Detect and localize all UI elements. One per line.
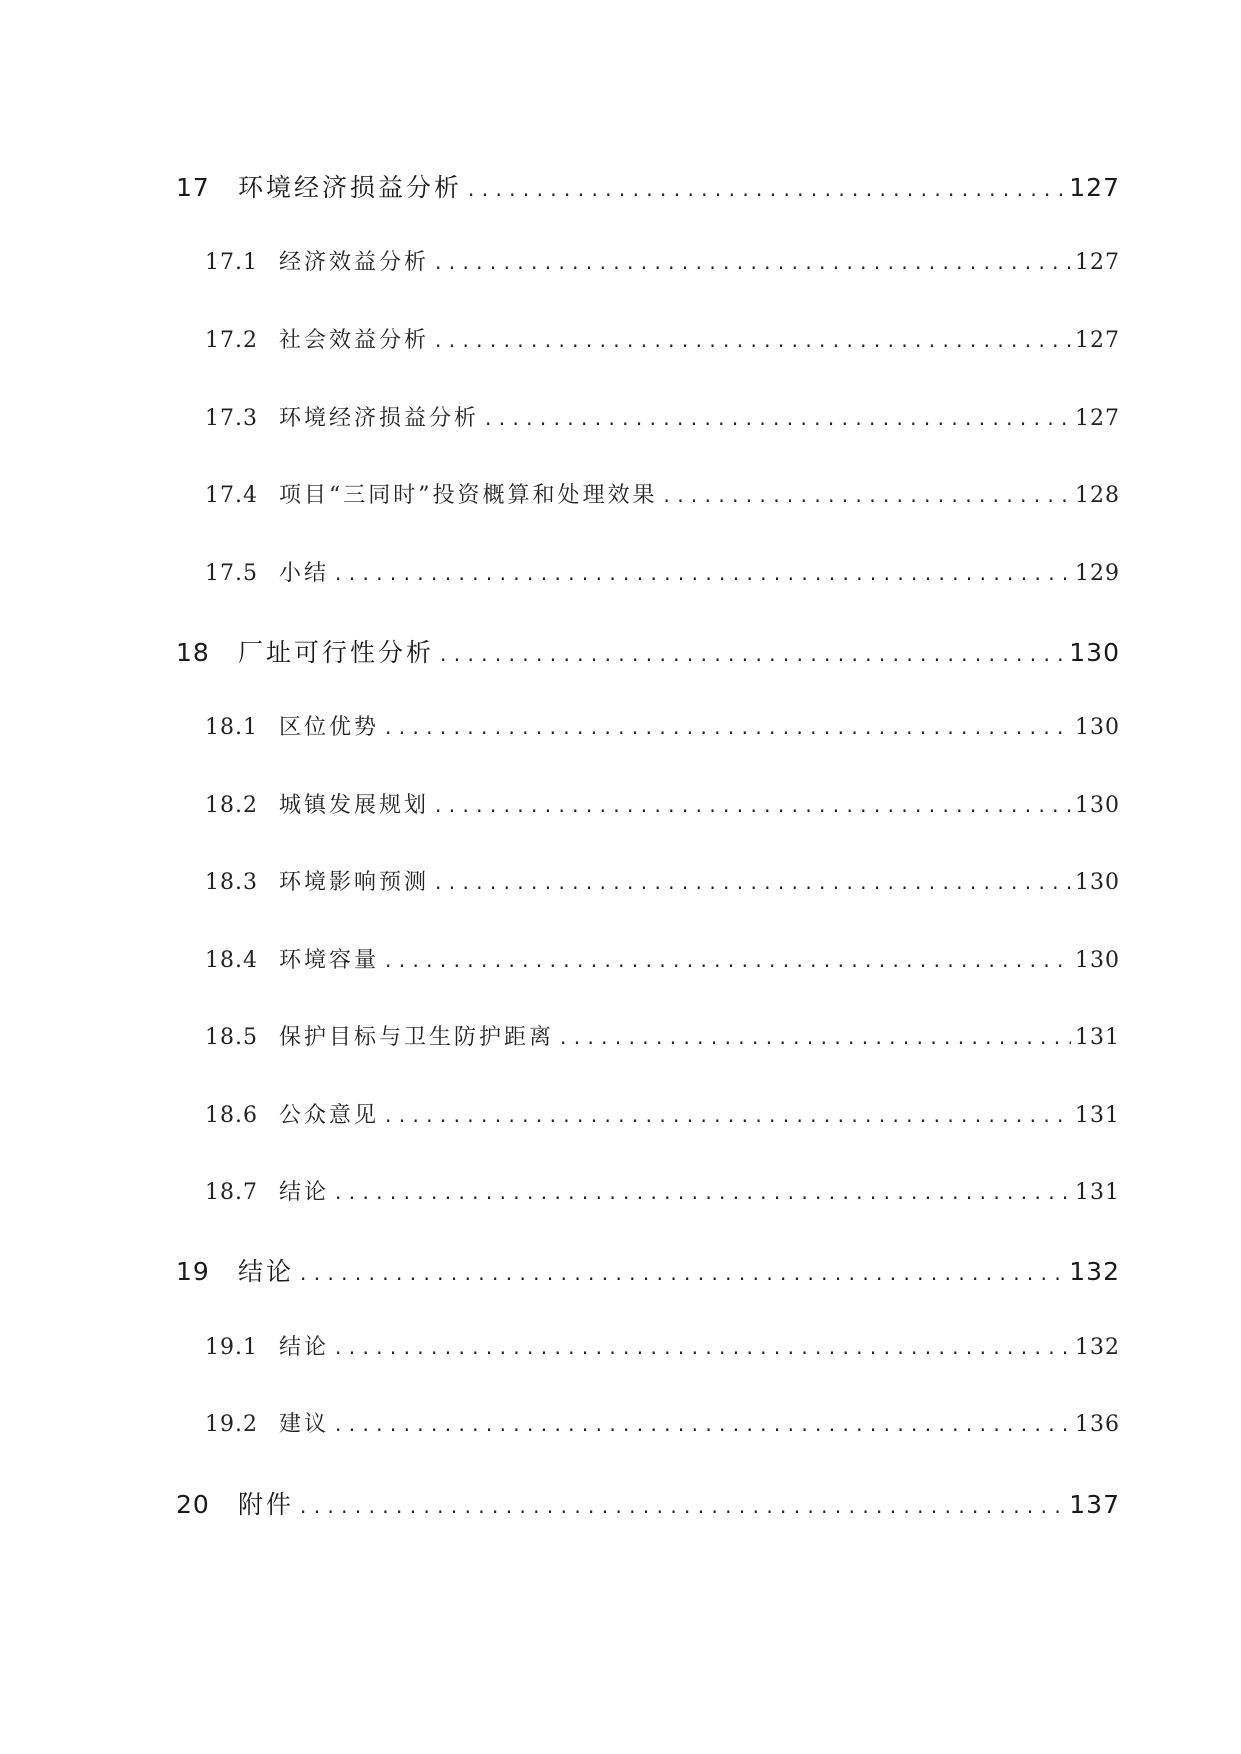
toc-title: 公众意见 <box>279 1103 380 1128</box>
toc-title: 建议 <box>279 1412 330 1437</box>
toc-entry-chapter[interactable] <box>176 1252 1120 1292</box>
toc-page-number: 127 <box>1075 406 1120 431</box>
dot-leader <box>385 715 1071 739</box>
toc-title: 环境经济损益分析 <box>279 406 480 431</box>
toc-page-number: 130 <box>1069 638 1120 667</box>
toc-page-number: 130 <box>1075 793 1120 818</box>
toc-entry-chapter[interactable] <box>176 633 1120 673</box>
toc-title: 小结 <box>279 561 330 586</box>
toc-title: 城镇发展规划 <box>279 793 430 818</box>
toc-page-number: 132 <box>1075 1335 1120 1360</box>
toc-title: 附件 <box>238 1490 295 1519</box>
toc-entry-section[interactable] <box>205 943 1120 983</box>
toc-number: 18.6 <box>205 1103 258 1128</box>
dot-leader <box>385 948 1071 972</box>
toc-page-number: 131 <box>1075 1180 1120 1205</box>
toc-title: 环境影响预测 <box>279 870 430 895</box>
toc-number: 19.1 <box>205 1335 258 1360</box>
toc-entry-section[interactable] <box>205 401 1120 441</box>
dot-leader <box>385 1103 1071 1127</box>
toc-entry-section[interactable] <box>205 788 1120 828</box>
toc-title: 结论 <box>238 1257 295 1286</box>
toc-number: 17.4 <box>205 483 258 508</box>
toc-number: 19.2 <box>205 1412 258 1437</box>
toc-title: 区位优势 <box>279 715 380 740</box>
dot-leader <box>435 793 1071 817</box>
toc-page-number: 130 <box>1075 948 1120 973</box>
toc-entry-section[interactable] <box>205 865 1120 905</box>
dot-leader <box>300 1261 1065 1285</box>
toc-entry-chapter[interactable] <box>176 168 1120 208</box>
toc-entry-section[interactable] <box>205 1098 1120 1138</box>
toc-entry-section[interactable] <box>205 323 1120 363</box>
toc-title: 社会效益分析 <box>279 328 430 353</box>
toc-page-number: 130 <box>1075 870 1120 895</box>
toc-entry-chapter[interactable] <box>176 1485 1120 1525</box>
toc-entry-section[interactable] <box>205 1407 1120 1447</box>
toc-page-number: 130 <box>1075 715 1120 740</box>
toc-number: 17.2 <box>205 328 258 353</box>
toc-entry-section[interactable] <box>205 478 1120 518</box>
toc-entry-section[interactable] <box>205 245 1120 285</box>
toc-number: 18.1 <box>205 715 258 740</box>
toc-title: 项目“三同时”投资概算和处理效果 <box>279 483 658 508</box>
dot-leader <box>435 328 1071 352</box>
toc-number: 20 <box>176 1490 210 1519</box>
toc-title: 环境经济损益分析 <box>238 173 463 202</box>
toc-page-number: 136 <box>1075 1412 1120 1437</box>
dot-leader <box>560 1025 1071 1049</box>
toc-page-number: 128 <box>1075 483 1120 508</box>
toc-entry-section[interactable] <box>205 1175 1120 1215</box>
dot-leader <box>440 642 1065 666</box>
toc-title: 结论 <box>279 1335 330 1360</box>
toc-title: 环境容量 <box>279 948 380 973</box>
toc-title: 厂址可行性分析 <box>238 638 435 667</box>
dot-leader <box>335 561 1071 585</box>
toc-page-number: 137 <box>1069 1490 1120 1519</box>
dot-leader <box>664 483 1072 507</box>
dot-leader <box>485 406 1071 430</box>
toc-number: 17.5 <box>205 561 258 586</box>
toc-page-number: 127 <box>1075 328 1120 353</box>
toc-title: 保护目标与卫生防护距离 <box>279 1025 555 1050</box>
dot-leader <box>468 177 1065 201</box>
toc-entry-section[interactable] <box>205 1020 1120 1060</box>
toc-number: 18.5 <box>205 1025 258 1050</box>
toc-page-number: 127 <box>1069 173 1120 202</box>
toc-number: 19 <box>176 1257 210 1286</box>
toc-number: 17 <box>176 173 210 202</box>
dot-leader <box>335 1412 1071 1436</box>
toc-number: 17.3 <box>205 406 258 431</box>
toc-page-number: 131 <box>1075 1025 1120 1050</box>
toc-number: 18.4 <box>205 948 258 973</box>
toc-number: 17.1 <box>205 250 258 275</box>
dot-leader <box>335 1180 1071 1204</box>
toc-number: 18.7 <box>205 1180 258 1205</box>
toc-number: 18.2 <box>205 793 258 818</box>
toc-page-number: 132 <box>1069 1257 1120 1286</box>
toc-entry-section[interactable] <box>205 556 1120 596</box>
dot-leader <box>435 250 1071 274</box>
toc-entry-section[interactable] <box>205 1330 1120 1370</box>
dot-leader <box>335 1335 1071 1359</box>
toc-page-number: 127 <box>1075 250 1120 275</box>
toc-title: 经济效益分析 <box>279 250 430 275</box>
toc-page-number: 129 <box>1075 561 1120 586</box>
dot-leader <box>435 870 1071 894</box>
dot-leader <box>300 1494 1065 1518</box>
toc-title: 结论 <box>279 1180 330 1205</box>
toc-page-number: 131 <box>1075 1103 1120 1128</box>
toc-entry-section[interactable] <box>205 710 1120 750</box>
toc-number: 18 <box>176 638 210 667</box>
toc-number: 18.3 <box>205 870 258 895</box>
